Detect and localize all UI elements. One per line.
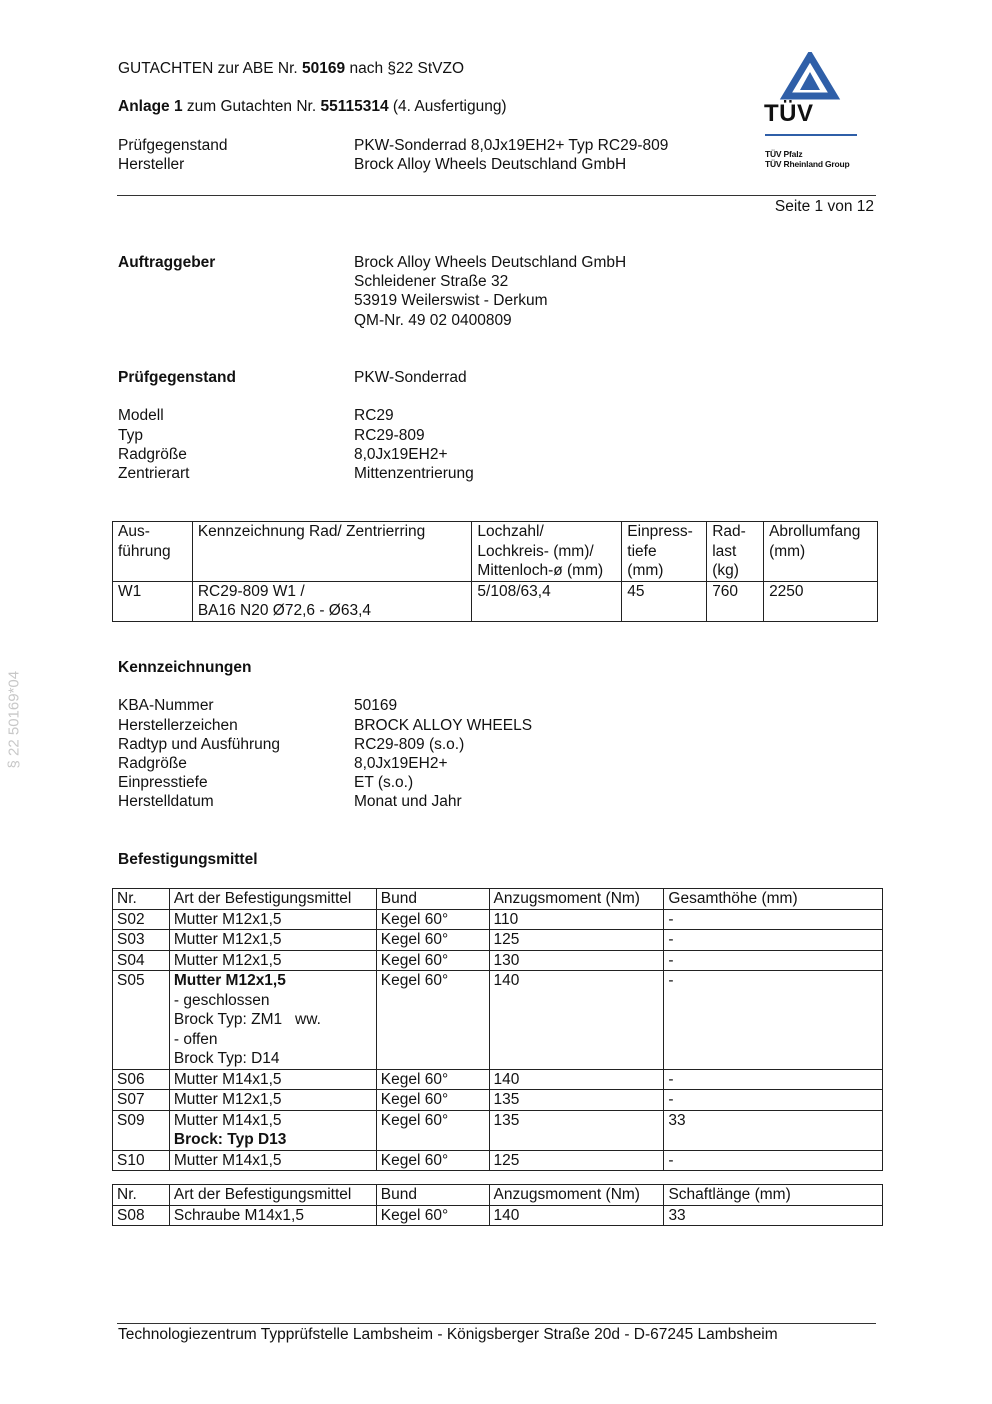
cell-schaftlaenge: 33	[664, 1205, 883, 1226]
cell-lochzahl: 5/108/63,4	[472, 581, 622, 621]
table-row	[113, 1150, 883, 1171]
header-value-pruefgegenstand: PKW-Sonderrad 8,0Jx19EH2+ Typ RC29-809	[354, 137, 669, 154]
col-header-ausfuehrung: Aus- führung	[113, 522, 193, 582]
cell-moment: 140	[489, 1069, 664, 1090]
cell-moment: 125	[489, 930, 664, 951]
footer-divider	[117, 1323, 876, 1324]
header-title-suffix: nach §22 StVZO	[345, 60, 465, 77]
art-detail: Brock: Typ D13	[173, 1131, 287, 1148]
bolts-header	[113, 1185, 883, 1206]
col-header-einpresstiefe: Einpress- tiefe (mm)	[622, 522, 707, 582]
header-value-hersteller: Brock Alloy Wheels Deutschland GmbH	[354, 156, 627, 173]
field-label-zentrierart: Zentrierart	[118, 465, 190, 482]
kz-label: KBA-Nummer	[118, 697, 214, 714]
pruefgegenstand-value: PKW-Sonderrad	[354, 369, 467, 386]
cell-bund: Kegel 60°	[376, 909, 489, 930]
art-detail: Brock Typ: D14	[173, 1050, 280, 1067]
logo-divider	[765, 134, 857, 136]
col-header-radlast: Rad- last (kg)	[707, 522, 764, 582]
anlage-label: Anlage 1	[118, 98, 183, 115]
cell-bund: Kegel 60°	[376, 1110, 489, 1150]
table-row	[113, 930, 883, 951]
cell-hoehe: 33	[664, 1110, 883, 1150]
cell-art: Mutter M12x1,5	[169, 930, 376, 951]
cell-bund: Kegel 60°	[376, 950, 489, 971]
col-header-bund: Bund	[376, 1185, 489, 1206]
table-row	[113, 971, 883, 1070]
header-subtitle	[118, 97, 507, 117]
cell-bund: Kegel 60°	[376, 1205, 489, 1226]
cell-nr: S07	[113, 1090, 170, 1111]
cell-moment: 110	[489, 909, 664, 930]
art-detail: - offen	[173, 1030, 218, 1048]
cell-nr: S02	[113, 909, 170, 930]
field-value-radgroesse: 8,0Jx19EH2+	[354, 446, 448, 463]
cell-nr: S06	[113, 1069, 170, 1090]
cell-hoehe: -	[664, 1069, 883, 1090]
cell-art: Schraube M14x1,5	[169, 1205, 376, 1226]
art-detail: Brock Typ: ZM1 ww.	[173, 1011, 321, 1028]
col-header-art: Art der Befestigungsmittel	[169, 889, 376, 910]
cell-art: Mutter M14x1,5	[169, 1150, 376, 1171]
footer-address: Technologiezentrum Typprüfstelle Lambsheim - Königsberger Straße 20d - D-67245 Lambsheim	[118, 1326, 778, 1343]
cell-nr: S03	[113, 930, 170, 951]
bolts-table	[112, 1184, 883, 1226]
table-row	[113, 1110, 883, 1150]
auftraggeber-line: Schleidener Straße 32	[354, 273, 509, 290]
gutachten-number: 55115314	[320, 98, 389, 115]
cell-nr: S09	[113, 1110, 170, 1150]
col-header-schaftlaenge: Schaftlänge (mm)	[664, 1185, 883, 1206]
logo-sub1: TÜV Pfalz	[765, 149, 803, 159]
cell-bund: Kegel 60°	[376, 930, 489, 951]
abe-number: 50169	[302, 60, 346, 77]
cell-einpresstiefe: 45	[622, 581, 707, 621]
cell-art	[169, 1110, 376, 1150]
kz-value: ET (s.o.)	[354, 774, 414, 791]
field-value-typ: RC29-809	[354, 427, 425, 444]
col-header-art: Art der Befestigungsmittel	[169, 1185, 376, 1206]
field-value-modell: RC29	[354, 407, 394, 424]
page-number: Seite 1 von 12	[774, 198, 874, 215]
auftraggeber-line: Brock Alloy Wheels Deutschland GmbH	[354, 254, 627, 271]
cell-art: Mutter M14x1,5	[169, 1069, 376, 1090]
cell-moment: 135	[489, 1110, 664, 1150]
header-label-hersteller: Hersteller	[118, 156, 185, 173]
cell-nr: S10	[113, 1150, 170, 1171]
fasteners-header	[113, 889, 883, 910]
cell-hoehe: -	[664, 1090, 883, 1111]
kz-value: 8,0Jx19EH2+	[354, 755, 448, 772]
befestigung-title: Befestigungsmittel	[118, 851, 258, 868]
subtitle-suffix: (4. Ausfertigung)	[388, 98, 507, 115]
col-header-hoehe: Gesamthöhe (mm)	[664, 889, 883, 910]
cell-abrollumfang: 2250	[764, 581, 878, 621]
cell-art	[169, 971, 376, 1070]
kz-value: Monat und Jahr	[354, 793, 462, 810]
cell-art: Mutter M12x1,5	[169, 1090, 376, 1111]
wheel-table	[112, 521, 878, 622]
cell-moment: 130	[489, 950, 664, 971]
header-label-pruefgegenstand: Prüfgegenstand	[118, 137, 228, 154]
cell-hoehe: -	[664, 1150, 883, 1171]
tuev-triangle-icon	[760, 52, 860, 102]
table-row	[113, 581, 878, 621]
field-label-typ: Typ	[118, 427, 143, 444]
tuev-logo	[760, 52, 860, 176]
cell-nr: S08	[113, 1205, 170, 1226]
kz-label: Herstellerzeichen	[118, 717, 238, 734]
side-watermark: § 22 50169*04	[5, 670, 23, 769]
cell-hoehe: -	[664, 930, 883, 951]
kz-label: Herstelldatum	[118, 793, 214, 810]
kz-value: BROCK ALLOY WHEELS	[354, 717, 533, 734]
art-main: Mutter M12x1,5	[173, 972, 286, 989]
cell-bund: Kegel 60°	[376, 1090, 489, 1111]
cell-hoehe: -	[664, 950, 883, 971]
field-label-modell: Modell	[118, 407, 164, 424]
kz-value: RC29-809 (s.o.)	[354, 736, 465, 753]
kz-label: Einpresstiefe	[118, 774, 208, 791]
cell-radlast: 760	[707, 581, 764, 621]
cell-hoehe: -	[664, 909, 883, 930]
cell-kennzeichnung: RC29-809 W1 / BA16 N20 Ø72,6 - Ø63,4	[192, 581, 472, 621]
kennzeichnungen-title: Kennzeichnungen	[118, 659, 252, 676]
field-label-radgroesse: Radgröße	[118, 446, 187, 463]
cell-moment: 140	[489, 1205, 664, 1226]
col-header-nr: Nr.	[113, 889, 170, 910]
cell-bund: Kegel 60°	[376, 1150, 489, 1171]
header-divider	[117, 195, 876, 196]
cell-art: Mutter M12x1,5	[169, 909, 376, 930]
cell-moment: 135	[489, 1090, 664, 1111]
logo-sub2: TÜV Rheinland Group	[765, 159, 850, 169]
cell-nr: S04	[113, 950, 170, 971]
cell-hoehe: -	[664, 971, 883, 1070]
cell-moment: 125	[489, 1150, 664, 1171]
auftraggeber-line: 53919 Weilerswist - Derkum	[354, 292, 548, 309]
col-header-abrollumfang: Abrollumfang (mm)	[764, 522, 878, 582]
cell-nr: S05	[113, 971, 170, 1070]
table-row	[113, 1205, 883, 1226]
auftraggeber-line: QM-Nr. 49 02 0400809	[354, 312, 512, 329]
field-value-zentrierart: Mittenzentrierung	[354, 465, 474, 482]
header-title	[118, 59, 464, 79]
art-detail: - geschlossen	[173, 991, 270, 1009]
cell-art: Mutter M12x1,5	[169, 950, 376, 971]
cell-ausfuehrung: W1	[113, 581, 193, 621]
kz-label: Radgröße	[118, 755, 187, 772]
col-header-moment: Anzugsmoment (Nm)	[489, 889, 664, 910]
kz-label: Radtyp und Ausführung	[118, 736, 281, 753]
table-row	[113, 1069, 883, 1090]
col-header-kennzeichnung: Kennzeichnung Rad/ Zentrierring	[192, 522, 472, 582]
logo-text: TÜV	[764, 100, 814, 127]
table-row	[113, 909, 883, 930]
col-header-nr: Nr.	[113, 1185, 170, 1206]
table-row	[113, 1090, 883, 1111]
table-row	[113, 950, 883, 971]
header-title-prefix: GUTACHTEN zur ABE Nr.	[118, 60, 303, 77]
fasteners-table	[112, 888, 883, 1171]
col-header-moment: Anzugsmoment (Nm)	[489, 1185, 664, 1206]
kz-value: 50169	[354, 697, 398, 714]
art-main: Mutter M14x1,5	[173, 1111, 282, 1129]
col-header-bund: Bund	[376, 889, 489, 910]
col-header-lochzahl: Lochzahl/ Lochkreis- (mm)/ Mittenloch-ø (mm)	[472, 522, 622, 582]
subtitle-mid: zum Gutachten Nr.	[182, 98, 321, 115]
pruefgegenstand-title: Prüfgegenstand	[118, 369, 236, 386]
cell-bund: Kegel 60°	[376, 1069, 489, 1090]
cell-moment: 140	[489, 971, 664, 1070]
wheel-table-header	[113, 522, 878, 582]
cell-bund: Kegel 60°	[376, 971, 489, 1070]
auftraggeber-title: Auftraggeber	[118, 254, 216, 271]
